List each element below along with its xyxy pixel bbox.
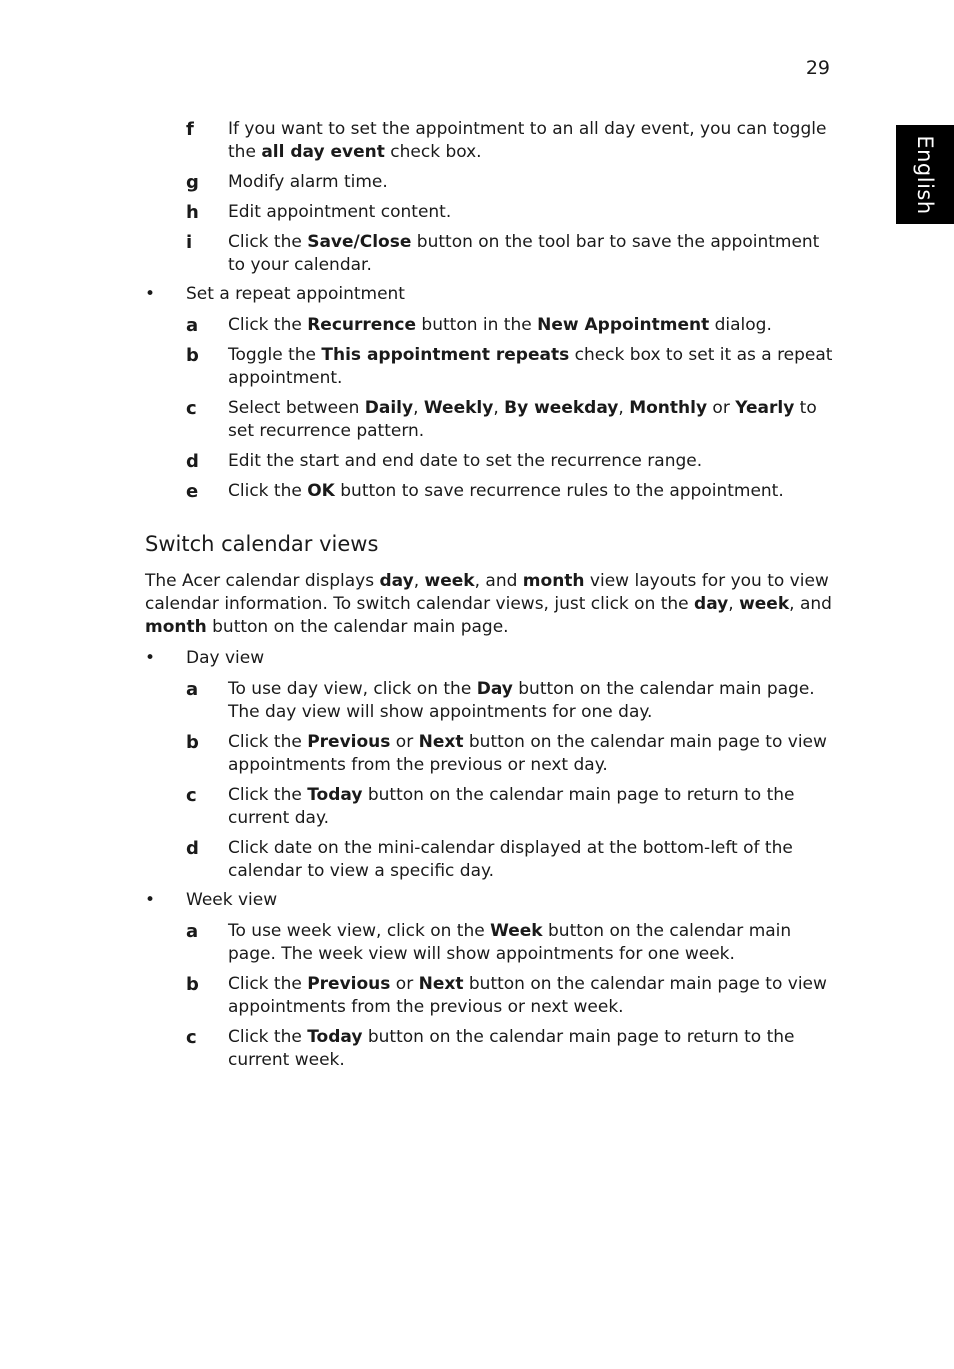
list-item [228, 480, 828, 503]
bold-term: day [694, 594, 729, 614]
list-marker: b [186, 974, 199, 995]
bold-term: Previous [307, 974, 391, 994]
text-line [228, 420, 828, 443]
text-line [228, 973, 828, 996]
text-segment: appointments from the previous or next week. [228, 997, 624, 1017]
text-segment: To use week view, click on the [228, 921, 491, 941]
list-item [228, 314, 828, 337]
text-line [228, 784, 828, 807]
bold-term: Day [476, 679, 513, 699]
list-marker: a [186, 679, 199, 700]
text-segment: Edit the start and end date to set the recurrence range. [228, 451, 703, 471]
text-segment: page. The week view will show appointments for one week. [228, 944, 735, 964]
language-side-tab [896, 125, 954, 224]
bold-term: all day event [261, 142, 385, 162]
list-item [228, 344, 833, 390]
text-line [228, 450, 828, 473]
text-line [228, 731, 828, 754]
text-segment: button in the [416, 315, 538, 335]
text-segment: , and [789, 594, 832, 614]
text-line [145, 616, 835, 639]
text-segment: Click the [228, 1027, 308, 1047]
text-line [145, 570, 835, 593]
text-line [228, 397, 828, 420]
text-segment: view layouts for you to view [584, 571, 829, 591]
text-segment: check box. [384, 142, 482, 162]
text-line [228, 171, 828, 194]
text-line [228, 701, 828, 724]
text-segment: to your calendar. [228, 255, 372, 275]
bold-term: Weekly [423, 398, 494, 418]
text-line [228, 1049, 828, 1072]
text-line [228, 920, 828, 943]
bold-term: Today [307, 1027, 363, 1047]
text-segment: Click the [228, 481, 308, 501]
text-segment: current day. [228, 808, 329, 828]
text-segment: set recurrence pattern. [228, 421, 425, 441]
text-segment: , [728, 594, 740, 614]
text-segment: Click the [228, 785, 308, 805]
bullet-item: Week view [186, 890, 278, 910]
text-segment: to [794, 398, 817, 418]
text-line [228, 860, 828, 883]
text-segment: Toggle the [228, 345, 322, 365]
text-segment: button on the calendar main page to return to the [362, 1027, 795, 1047]
bold-term: Save/Close [307, 232, 412, 252]
text-segment: , [618, 398, 630, 418]
text-line [228, 837, 828, 860]
text-segment: Click date on the mini-calendar displayed at the bottom-left of the [228, 838, 793, 858]
list-item [228, 450, 828, 473]
bold-term: Previous [307, 732, 391, 752]
bold-term: Week [490, 921, 543, 941]
text-segment: current week. [228, 1050, 345, 1070]
bullet-icon: • [145, 890, 156, 910]
list-marker: b [186, 345, 199, 366]
text-segment: calendar information. To switch calendar views, just click on the [145, 594, 695, 614]
bold-term: Daily [364, 398, 414, 418]
text-line [228, 201, 828, 224]
text-segment: button on the calendar main page. [206, 617, 509, 637]
list-item [228, 201, 828, 224]
list-item [228, 397, 828, 443]
text-segment: button to save recurrence rules to the appointment. [334, 481, 784, 501]
list-marker: a [186, 921, 199, 942]
side-tab-label: English [913, 134, 937, 215]
list-marker: g [186, 172, 199, 193]
text-segment: Click the [228, 315, 308, 335]
text-line [228, 231, 828, 254]
text-segment: button on the calendar main page to view [463, 732, 827, 752]
list-marker: a [186, 315, 199, 336]
text-segment: To use day view, click on the [228, 679, 477, 699]
list-marker: c [186, 1027, 197, 1048]
list-item [228, 678, 828, 724]
list-item [228, 1026, 828, 1072]
bold-term: month [145, 617, 207, 637]
bold-term: Yearly [735, 398, 795, 418]
list-marker: d [186, 451, 199, 472]
text-line [228, 480, 828, 503]
text-segment: button on the calendar main page to view [463, 974, 827, 994]
text-line [228, 367, 828, 390]
text-segment: If you want to set the appointment to an all day event, you can toggle [228, 119, 827, 139]
text-line [228, 678, 828, 701]
text-line [228, 141, 828, 164]
text-segment: appointments from the previous or next day. [228, 755, 608, 775]
text-line [228, 807, 828, 830]
bullet-icon: • [145, 284, 156, 304]
list-item [228, 973, 828, 1019]
text-segment: Click the [228, 974, 308, 994]
text-line [228, 118, 828, 141]
text-segment: , [413, 571, 425, 591]
list-item [228, 231, 828, 277]
text-segment: calendar to view a specific day. [228, 861, 495, 881]
list-item [228, 731, 828, 777]
text-segment: dialog. [709, 315, 772, 335]
text-line [228, 254, 828, 277]
text-segment: , [493, 398, 505, 418]
text-line [228, 344, 833, 367]
list-marker: h [186, 202, 199, 223]
bold-term: Today [307, 785, 363, 805]
text-segment: button on the calendar main [542, 921, 792, 941]
page-number: 29 [805, 57, 830, 79]
bold-term: Monthly [629, 398, 708, 418]
list-item [228, 171, 828, 194]
text-segment: The Acer calendar displays [145, 571, 380, 591]
text-segment: button on the calendar main page. [512, 679, 815, 699]
bold-term: OK [307, 481, 335, 501]
text-segment: , and [474, 571, 523, 591]
bold-term: This appointment repeats [321, 345, 570, 365]
list-marker: d [186, 838, 199, 859]
text-segment: Select between [228, 398, 365, 418]
bold-term: day [379, 571, 414, 591]
list-item [228, 837, 828, 883]
bold-term: week [739, 594, 790, 614]
text-segment: The day view will show appointments for one day. [228, 702, 653, 722]
text-segment: , [413, 398, 424, 418]
bold-term: Next [418, 974, 464, 994]
intro-paragraph [145, 570, 835, 639]
bullet-item: Set a repeat appointment [186, 284, 405, 304]
text-segment: or [390, 974, 419, 994]
list-marker: c [186, 398, 197, 419]
text-segment: or [390, 732, 419, 752]
list-marker: c [186, 785, 197, 806]
section-heading: Switch calendar views [145, 532, 379, 556]
list-marker: f [186, 119, 194, 140]
bold-term: week [424, 571, 475, 591]
text-line [145, 593, 835, 616]
list-marker: i [186, 232, 193, 253]
text-line [228, 754, 828, 777]
bold-term: New Appointment [537, 315, 710, 335]
list-item [228, 920, 828, 966]
text-segment: check box to set it as a repeat [569, 345, 833, 365]
list-item [228, 784, 828, 830]
text-segment: Edit appointment content. [228, 202, 452, 222]
text-segment: button on the calendar main page to return to the [362, 785, 795, 805]
text-line [228, 996, 828, 1019]
text-segment: appointment. [228, 368, 343, 388]
list-marker: e [186, 481, 199, 502]
text-segment: button on the tool bar to save the appointment [411, 232, 820, 252]
text-segment: Click the [228, 232, 308, 252]
text-segment: Modify alarm time. [228, 172, 388, 192]
text-segment: Click the [228, 732, 308, 752]
text-line [228, 1026, 828, 1049]
text-segment: the [228, 142, 262, 162]
text-line [228, 943, 828, 966]
text-segment: or [707, 398, 736, 418]
bold-term: By weekday [504, 398, 619, 418]
bold-term: Next [418, 732, 464, 752]
bullet-icon: • [145, 648, 156, 668]
bullet-item: Day view [186, 648, 265, 668]
bold-term: month [522, 571, 585, 591]
text-line [228, 314, 828, 337]
list-item [228, 118, 828, 164]
bold-term: Recurrence [307, 315, 417, 335]
list-marker: b [186, 732, 199, 753]
